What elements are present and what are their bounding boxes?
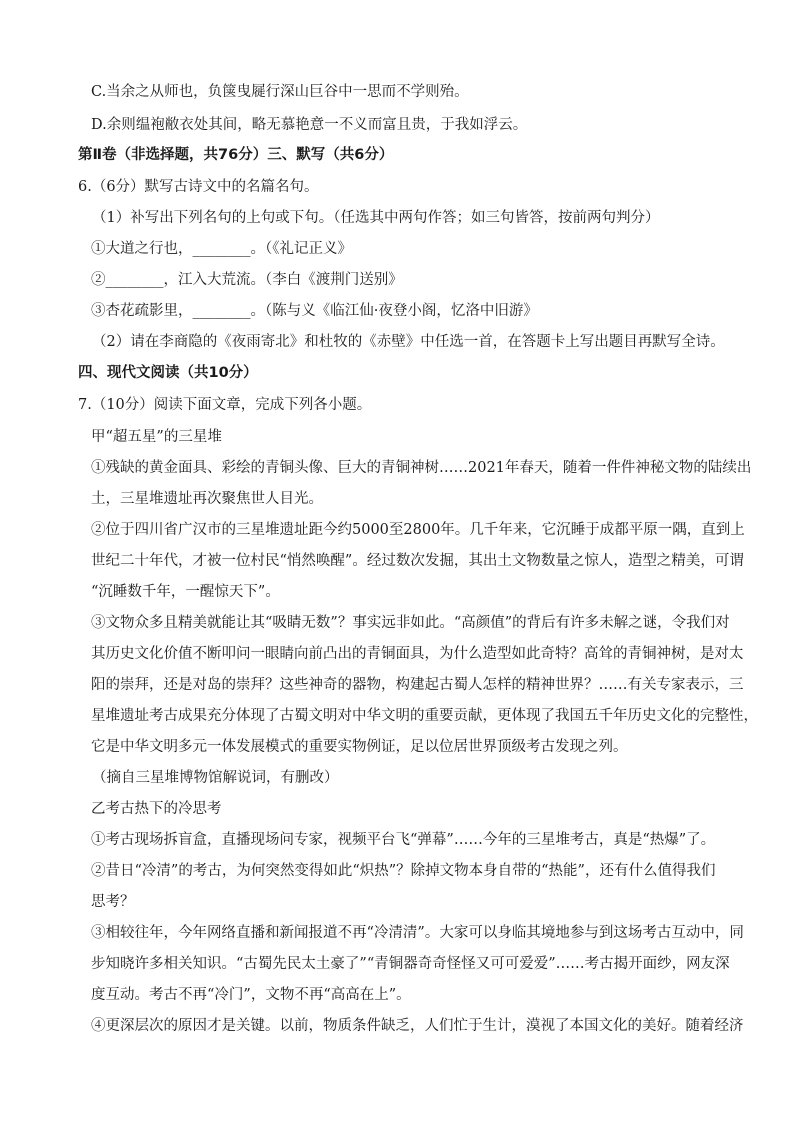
option-c: C.当余之从师也，负箧曳屣行深山巨谷中一思而不学则殆。 [91,84,469,100]
paragraph-line: 步知晓许多相关知识。“古蜀先民太土豪了”“青铜器奇奇怪怪又可可爱爱”……考古揭开面纱，网友深 [91,956,730,972]
paragraph-line: 星堆遗址考古成果充分体现了古蜀文明对中华文明的重要贡献，更体现了我国五千年历史文化的完整性， [91,708,758,724]
question-6-part-2: （2）请在李商隐的《夜雨寄北》和杜牧的《赤壁》中任选一首，在答题卡上写出题目再默写全诗。 [92,334,725,350]
paragraph-line: 阳的崇拜，还是对岛的崇拜？这些神奇的器物，构建起古蜀人怎样的精神世界？……有关专家表示，三 [91,677,744,693]
section-heading-reading: 四、现代文阅读（共10分） [78,365,258,381]
article-b-title: 乙考古热下的冷思考 [91,801,222,817]
paragraph-line: 世纪二十年代，才被一位村民“悄然唤醒”。经过数次发掘，其出土文物数量之惊人，造型之精美，可谓 [91,553,744,569]
paragraph-line: 度互动。考古不再“冷门”，文物不再“高高在上”。 [91,987,411,1003]
paragraph-line: ①残缺的黄金面具、彩绘的青铜头像、巨大的青铜神树……2021年春天，随着一件件神秘文物的陆续出 [91,460,752,476]
paragraph-line: ②位于四川省广汉市的三星堆遗址距今约5000至2800年。几千年来，它沉睡于成都平原一隅，直到上 [91,522,745,538]
question-6-part-1: （1）补写出下列名句的上句或下句。（任选其中两句作答；如三句皆答，按前两句判分） [92,210,660,226]
paragraph-line: ③相较往年，今年网络直播和新闻报道不再“冷清清”。大家可以身临其境地参与到这场考古互动中，同 [91,925,744,941]
paragraph-line: 其历史文化价值不断叩问一眼睛向前凸出的青铜面具，为什么造型如此奇特？高耸的青铜神树，是对太 [91,646,744,662]
paragraph-line: ②昔日“冷清”的考古，为何突然变得如此“炽热”？除掉文物本身自带的“热能”，还有什么值得我们 [91,863,716,879]
fill-blank-3: ③杏花疏影里，________。（陈与义《临江仙·夜登小阁，忆洛中旧游》 [91,303,538,319]
paragraph-line: ④更深层次的原因才是关键。以前，物质条件缺乏，人们忙于生计，漠视了本国文化的美好。随着经济 [91,1018,744,1034]
fill-blank-1: ①大道之行也，________。（《礼记正义》 [91,241,352,257]
paragraph-line: 土，三星堆遗址再次聚焦世人目光。 [91,491,323,507]
article-a-source: （摘自三星堆博物馆解说词，有删改） [92,770,339,786]
paragraph-line: ③文物众多且精美就能让其“吸睛无数”？事实远非如此。“高颜值”的背后有许多未解之谜，令我们对 [91,615,730,631]
paragraph-line: “沉睡数千年，一醒惊天下”。 [91,584,280,600]
article-a-title: 甲“超五星”的三星堆 [91,429,222,445]
paragraph-line: 它是中华文明多元一体发展模式的重要实物例证，足以位居世界顶级考古发现之列。 [91,739,628,755]
section-heading-dictation: 第Ⅱ卷（非选择题，共76分）三、默写（共6分） [78,147,394,163]
question-6: 6.（6分）默写古诗文中的名篇名句。 [78,179,319,195]
paragraph-line: ①考古现场拆盲盒，直播现场问专家，视频平台飞“弹幕”……今年的三星堆考古，真是“热爆”了。 [91,832,716,848]
fill-blank-2: ②________，江入大荒流。（李白《渡荆门送别》 [91,272,403,288]
option-d: D.余则缊袍敝衣处其间，略无慕艳意一不义而富且贵，于我如浮云。 [91,117,528,133]
paragraph-line: 思考？ [91,894,135,910]
question-7: 7.（10分）阅读下面文章，完成下列各小题。 [78,397,372,413]
